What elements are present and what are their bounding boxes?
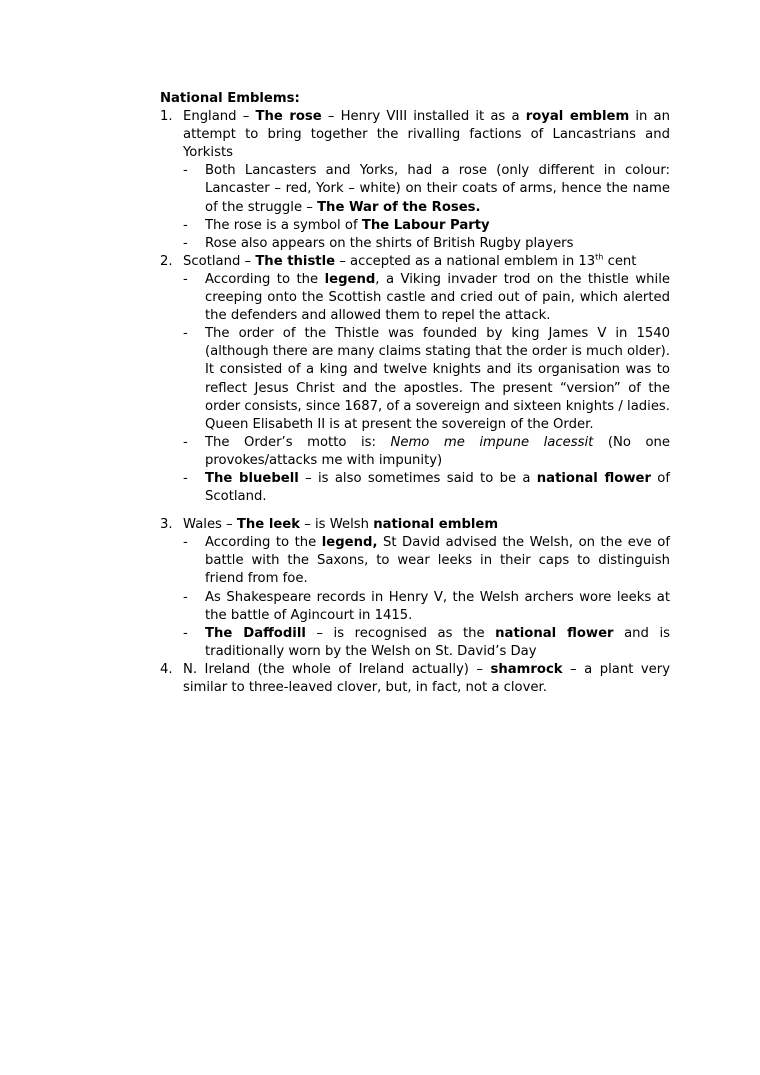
- sub-item: - The Daffodill – is recognised as the national flower and is traditionally worn by the Welsh on St. David’s Day: [183, 625, 670, 659]
- sub-item: - As Shakespeare records in Henry V, the Welsh archers wore leeks at the battle of Agincourt in 1415.: [183, 589, 670, 623]
- item-text: England – The rose – Henry VIII installed it as a royal emblem in an attempt to bring together the rivalling factions of Lancastrians and Yorkists: [183, 109, 670, 161]
- item-number: 4.: [160, 661, 173, 677]
- sub-item: - According to the legend, St David advised the Welsh, on the eve of battle with the Saxons, to wear leeks in their caps to distinguish friend from foe.: [183, 535, 670, 587]
- sub-item: - Rose also appears on the shirts of British Rugby players: [183, 235, 574, 251]
- emblems-list: [160, 108, 670, 697]
- sub-list: [183, 271, 670, 506]
- item-number: 3.: [160, 517, 173, 533]
- sub-item: - According to the legend, a Viking invader trod on the thistle while creeping onto the Scottish castle and cried out of pain, which alerted the defenders and allowed them to repel the attack.: [183, 271, 670, 324]
- item-text: Scotland – The thistle – accepted as a national emblem in 13th cent: [183, 252, 637, 269]
- sub-item: - The bluebell – is also sometimes said to be a national flower of Scotland.: [183, 470, 670, 505]
- sub-list: [183, 162, 670, 252]
- item-number: 1.: [160, 109, 173, 125]
- sub-item: - The rose is a symbol of The Labour Party: [183, 217, 490, 233]
- sub-item: - The Order’s motto is: Nemo me impune lacessit (No one provokes/attacks me with impunity): [183, 434, 671, 468]
- list-item-wales: [160, 516, 670, 661]
- sub-item: - Both Lancasters and Yorks, had a rose (only different in colour: Lancaster – red, York – white) on their coats of arms, hence the name of the struggle – The War of the Roses.: [183, 163, 670, 215]
- list-item-ireland: [160, 661, 670, 697]
- item-text: N. Ireland (the whole of Ireland actually) – shamrock – a plant very similar to three-leaved clover, but, in fact, not a clover.: [183, 661, 670, 695]
- list-item-scotland: [160, 253, 670, 506]
- document-content: [160, 90, 670, 697]
- item-number: 2.: [160, 253, 173, 269]
- list-item-england: [160, 108, 670, 253]
- sub-list: [183, 534, 670, 661]
- sub-item: - The order of the Thistle was founded by king James V in 1540 (although there are many claims stating that the order is much older). It consisted of a king and twelve knights and its organisation was to reflect Jesus Christ and the apostles. The present “version” of the order consists, since 1687, of a sovereign and sixteen knights / ladies. Queen Elisabeth II is at present the sovereign of the Order.: [183, 326, 670, 432]
- item-text: Wales – The leek – is Welsh national emblem: [183, 517, 499, 533]
- section-title: National Emblems:: [160, 91, 300, 106]
